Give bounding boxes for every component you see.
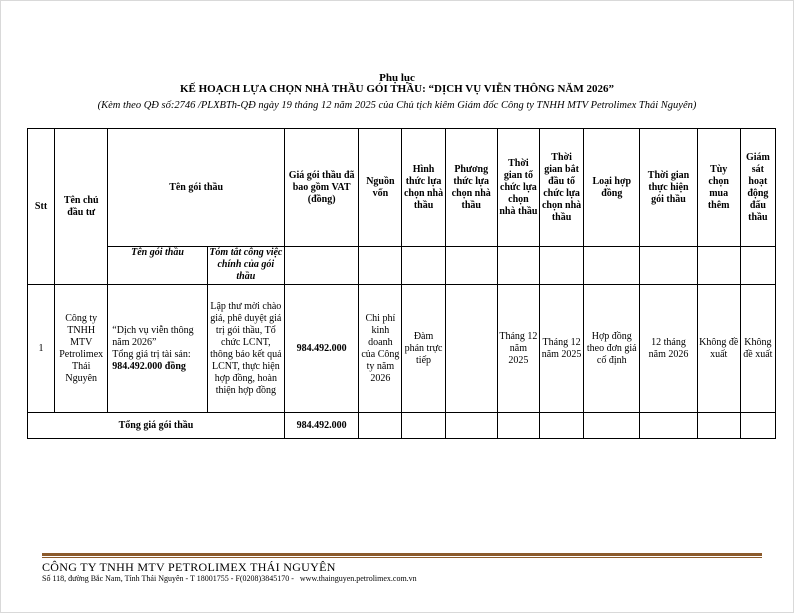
total-value: 984.492.000 [284, 413, 358, 439]
empty-cell [740, 247, 775, 285]
header-package: Tên gói thầu [108, 129, 285, 247]
header-supervision: Giám sát hoạt động đấu thầu [740, 129, 775, 247]
header-contract-type: Loại hợp đồng [584, 129, 640, 247]
subheader-summary: Tóm tắt công việc chính của gói thầu [207, 247, 284, 285]
subheader-package-name: Tên gói thầu [108, 247, 207, 285]
row-start-time: Tháng 12 năm 2025 [539, 285, 583, 413]
row-package-name: “Dịch vụ viễn thông năm 2026” [112, 324, 194, 348]
document-subtitle: (Kèm theo QĐ số:2746 /PLXBTh-QĐ ngày 19 tháng 12 năm 2025 của Chủ tịch kiêm Giám đốc Công ty TNHH MTV Petrolimex Thái Nguyên) [97, 100, 697, 111]
empty-cell [697, 413, 740, 439]
footer-divider-thin [42, 557, 762, 558]
row-owner: Công ty TNHH MTV Petrolimex Thái Nguyên [55, 285, 108, 413]
header-start-time: Thời gian bắt đầu tổ chức lựa chọn nhà thầu [539, 129, 583, 247]
footer-address [42, 574, 417, 583]
empty-cell [284, 247, 358, 285]
header-method: Phương thức lựa chọn nhà thầu [445, 129, 497, 247]
empty-cell [640, 413, 697, 439]
header-owner: Tên chủ đầu tư [55, 129, 108, 285]
row-supervision: Không đề xuất [740, 285, 775, 413]
empty-cell [697, 247, 740, 285]
empty-cell [402, 247, 445, 285]
row-package [108, 285, 207, 413]
empty-cell [359, 247, 402, 285]
row-form: Đàm phán trực tiếp [402, 285, 445, 413]
empty-cell [640, 247, 697, 285]
empty-cell [497, 247, 539, 285]
empty-cell [445, 413, 497, 439]
header-form: Hình thức lựa chọn nhà thầu [402, 129, 445, 247]
total-row [28, 413, 776, 439]
empty-cell [539, 247, 583, 285]
header-price: Giá gói thầu đã bao gồm VAT (đồng) [284, 129, 358, 247]
row-source: Chi phí kinh doanh của Công ty năm 2026 [359, 285, 402, 413]
header-option: Tùy chọn mua thêm [697, 129, 740, 247]
row-stt: 1 [28, 285, 55, 413]
row-duration: 12 tháng năm 2026 [640, 285, 697, 413]
header-source: Nguồn vốn [359, 129, 402, 247]
total-label: Tổng giá gói thầu [28, 413, 285, 439]
empty-cell [740, 413, 775, 439]
header-duration: Thời gian thực hiện gói thầu [640, 129, 697, 247]
appendix-label: Phụ lục [379, 72, 415, 84]
empty-cell [584, 413, 640, 439]
row-method [445, 285, 497, 413]
footer-divider [42, 553, 762, 556]
row-option: Không đề xuất [697, 285, 740, 413]
procurement-table [27, 128, 776, 439]
header-selection-time: Thời gian tổ chức lựa chọn nhà thầu [497, 129, 539, 247]
empty-cell [445, 247, 497, 285]
row-package-total-label: Tổng giá trị tài sản: [112, 348, 191, 360]
empty-cell [359, 413, 402, 439]
row-selection-time: Tháng 12 năm 2025 [497, 285, 539, 413]
footer-company: CÔNG TY TNHH MTV PETROLIMEX THÁI NGUYÊN [42, 560, 336, 574]
empty-cell [497, 413, 539, 439]
footer-website[interactable]: www.thainguyen.petrolimex.com.vn [299, 574, 417, 583]
empty-cell [402, 413, 445, 439]
footer-address-text: Số 118, đường Bắc Nam, Tỉnh Thái Nguyên - T 18001755 - F(0208)3845170 - [42, 574, 294, 583]
row-summary: Lập thư mời chào giá, phê duyệt giá trị gói thầu, Tổ chức LCNT, thông báo kết quả LCNT, thực hiện hợp đồng, hoàn thiện hợp đồng [207, 285, 284, 413]
row-contract-type: Hợp đồng theo đơn giá cố định [584, 285, 640, 413]
table-row [28, 285, 776, 413]
row-price: 984.492.000 [284, 285, 358, 413]
row-package-total-value: 984.492.000 đồng [112, 360, 186, 372]
empty-cell [584, 247, 640, 285]
header-stt: Stt [28, 129, 55, 285]
empty-cell [539, 413, 583, 439]
document-title: KẾ HOẠCH LỰA CHỌN NHÀ THẦU GÓI THẦU: “DỊCH VỤ VIỄN THÔNG NĂM 2026” [179, 83, 615, 95]
